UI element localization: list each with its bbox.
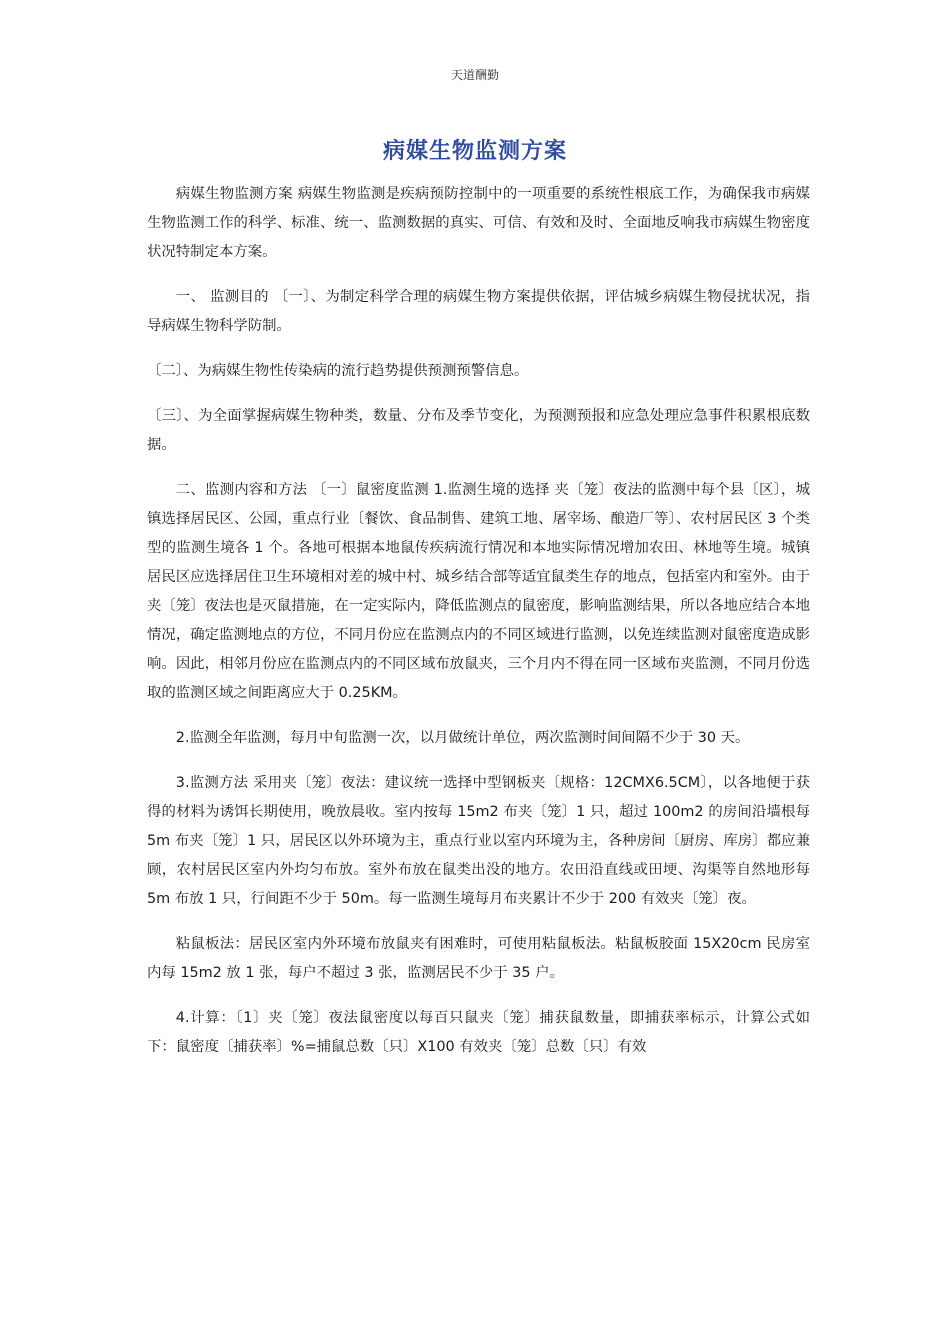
paragraph-methods-trap: 3.监测方法 采用夹〔笼〕夜法：建议统一选择中型钢板夹〔规格：12CMX6.5CM〕，以各地便于获得的材料为诱饵长期使用，晚放晨收。室内按每 15m2 布夹〔笼〕1 只，超过 100m2 的房间沿墙根每 5m 布夹〔笼〕1 只，居民区以外环境为主，重点行业以室内环境为主，各种房间〔厨房、库房〕都应兼顾，农村居民区室内外均匀布放。室外布放在鼠类出没的地方。农田沿直线或田埂、沟渠等自然地形每 5m 布放 1 只，行间距不少于 50m。每一监测生境每月布夹累计不少于 200 有效夹〔笼〕夜。 <box>147 775 810 907</box>
paragraph-intro: 病媒生物监测方案 病媒生物监测是疾病预防控制中的一项重要的系统性根底工作，为确保我市病媒生物监测工作的科学、标准、统一、监测数据的真实、可信、有效和及时、全面地反响我市病媒生物密度状况特制定本方案。 <box>147 186 810 260</box>
paragraph-methods-glueboard: 粘鼠板法：居民区室内外环境布放鼠夹有困难时，可使用粘鼠板法。粘鼠板胶面 15X20cm 民房室内每 15m2 放 1 张，每户不超过 3 张，监测居民不少于 35 户。 <box>147 936 810 981</box>
paragraph-purpose-3: 〔三〕、为全面掌握病媒生物种类，数量、分布及季节变化，为预测预报和应急处理应急事件积累根底数据。 <box>147 408 810 453</box>
document-title: 病媒生物监测方案 <box>382 139 567 164</box>
paragraph-methods-schedule: 2.监测全年监测，每月中旬监测一次，以月做统计单位，两次监测时间间隔不少于 30 天。 <box>175 730 750 746</box>
page-header: 天道酬勤 <box>450 68 499 82</box>
paragraph-methods-calculation: 4.计算：〔1〕夹〔笼〕夜法鼠密度以每百只鼠夹〔笼〕捕获鼠数量，即捕获率标示，计算公式如下：鼠密度〔捕获率〕%=捕鼠总数〔只〕X100 有效夹〔笼〕总数〔只〕有效 <box>147 1010 810 1055</box>
paragraph-methods-habitat: 二、监测内容和方法 〔一〕鼠密度监测 1.监测生境的选择 夹〔笼〕夜法的监测中每个县〔区〕，城镇选择居民区、公园，重点行业〔餐饮、食品制售、建筑工地、屠宰场、酿造厂等〕、农村居民区 3 个类型的监测生境各 1 个。各地可根据本地鼠传疾病流行情况和本地实际情况增加农田、林地等生境。城镇居民区应选择居住卫生环境相对差的城中村、城乡结合部等适宜鼠类生存的地点，包括室内和室外。由于夹〔笼〕夜法也是灭鼠措施，在一定实际内，降低监测点的鼠密度，影响监测结果，所以各地应结合本地情况，确定监测地点的方位，不同月份应在监测点内的不同区域进行监测，以免连续监测对鼠密度造成影响。因此，相邻月份应在监测点内的不同区域布放鼠夹，三个月内不得在同一区域布夹监测，不同月份选取的监测区域之间距离应大于 0.25KM。 <box>147 482 810 701</box>
paragraph-purpose-1: 一、 监测目的 〔一〕、为制定科学合理的病媒生物方案提供依据，评估城乡病媒生物侵扰状况，指导病媒生物科学防制。 <box>147 289 810 334</box>
paragraph-purpose-2: 〔二〕、为病媒生物性传染病的流行趋势提供预测预警信息。 <box>147 363 529 379</box>
document-body <box>147 180 810 1078</box>
